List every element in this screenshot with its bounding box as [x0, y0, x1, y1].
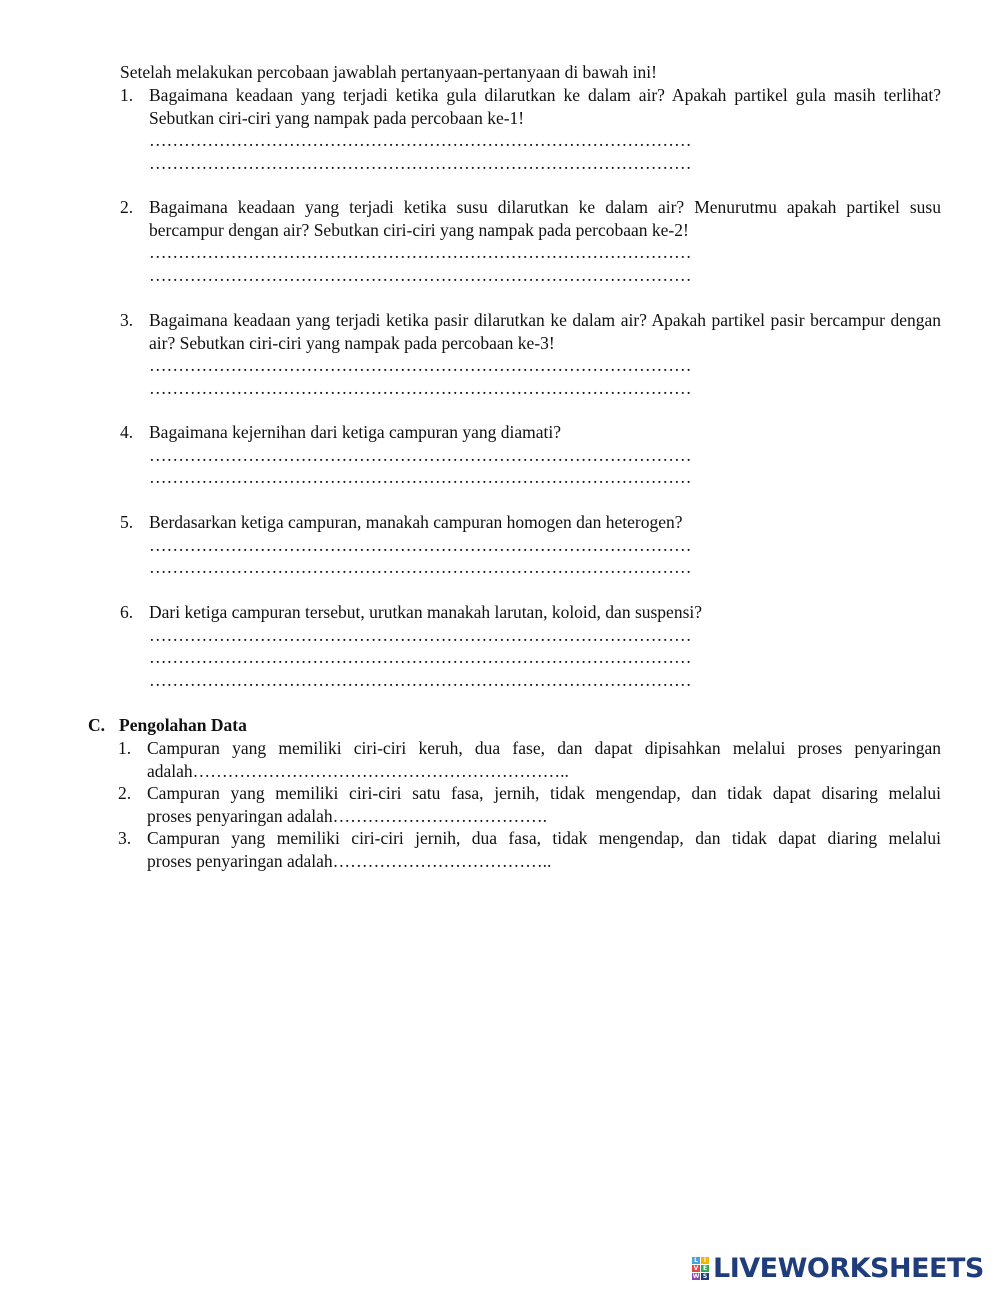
logo-mark-cell: V	[693, 1265, 699, 1272]
answer-line[interactable]: …………………………………………………………………………………	[149, 557, 692, 577]
item-number: 2.	[118, 783, 132, 803]
item-number: 1.	[118, 738, 132, 758]
item-text-line: Campuran yang memiliki ciri-ciri satu fasa, jernih, tidak mengendap, dan tidak dapat disaring melalui	[147, 783, 941, 803]
question-text: Bagaimana kejernihan dari ketiga campuran yang diamati?	[149, 422, 562, 442]
instruction-text: Setelah melakukan percobaan jawablah pertanyaan-pertanyaan di bawah ini!	[120, 62, 657, 82]
data-processing-item-1	[118, 737, 941, 782]
logo-mark-cell: W	[692, 1273, 700, 1280]
logo-mark-cell: S	[702, 1273, 708, 1280]
logo-mark-cell: E	[702, 1265, 708, 1272]
question-number: 6.	[120, 602, 134, 622]
answer-line[interactable]: …………………………………………………………………………………	[149, 355, 692, 375]
section-letter: C.	[88, 715, 106, 735]
question-text: Bagaimana keadaan yang terjadi ketika gula dilarutkan ke dalam air? Apakah partikel gula masih terlihat? Sebutkan ciri-ciri yang nampak pada percobaan ke-1!	[149, 85, 941, 128]
liveworksheets-logo	[692, 1254, 984, 1284]
question-text: Berdasarkan ketiga campuran, manakah campuran homogen dan heterogen?	[149, 512, 683, 532]
answer-line[interactable]: …………………………………………………………………………………	[149, 624, 692, 645]
question-4	[120, 421, 941, 489]
question-number: 2.	[120, 197, 134, 217]
answer-line[interactable]: …………………………………………………………………………………	[149, 647, 692, 667]
answer-line[interactable]: …………………………………………………………………………………	[149, 444, 692, 465]
question-number: 5.	[120, 512, 134, 532]
data-processing-item-2	[118, 782, 941, 827]
item-text-line: Campuran yang memiliki ciri-ciri keruh, dua fase, dan dapat dipisahkan melalui proses penyaringan	[147, 738, 941, 758]
question-number: 1.	[120, 85, 134, 105]
item-number: 3.	[118, 828, 132, 848]
answer-line[interactable]: …………………………………………………………………………………	[149, 130, 692, 150]
item-text-line: Campuran yang memiliki ciri-ciri jernih, dua fasa, tidak mengendap, dan tidak dapat diaring melalui	[147, 828, 941, 848]
question-1	[120, 84, 941, 174]
answer-line[interactable]: …………………………………………………………………………………	[149, 242, 692, 262]
answer-line[interactable]: …………………………………………………………………………………	[149, 152, 692, 173]
answer-line[interactable]: …………………………………………………………………………………	[149, 264, 692, 285]
answer-line[interactable]: …………………………………………………………………………………	[149, 534, 692, 555]
logo-text: LIVEWORKSHEETS	[713, 1252, 984, 1284]
section-heading	[88, 714, 247, 737]
answer-line[interactable]: …………………………………………………………………………………	[149, 669, 692, 690]
answer-line[interactable]: …………………………………………………………………………………	[149, 377, 692, 398]
question-3	[120, 309, 941, 399]
liveworksheets-logo-icon	[692, 1257, 710, 1281]
item-answer-line[interactable]: proses penyaringan adalah………………………………..	[147, 850, 552, 871]
question-text: Bagaimana keadaan yang terjadi ketika susu dilarutkan ke dalam air? Menurutmu apakah partikel susu bercampur dengan air? Sebutkan ciri-ciri yang nampak pada percobaan ke-2!	[149, 197, 941, 240]
question-number: 4.	[120, 422, 134, 442]
logo-mark-cell: L	[692, 1257, 700, 1264]
item-answer-line[interactable]: adalah………………………………………………………..	[147, 760, 569, 781]
logo-mark-cell: I	[701, 1257, 709, 1264]
question-6	[120, 601, 941, 691]
answer-line[interactable]: …………………………………………………………………………………	[149, 467, 692, 487]
question-2	[120, 196, 941, 286]
question-text: Dari ketiga campuran tersebut, urutkan manakah larutan, koloid, dan suspensi?	[149, 602, 703, 622]
item-answer-line[interactable]: proses penyaringan adalah……………………………….	[147, 805, 547, 826]
section-title: Pengolahan Data	[119, 715, 247, 735]
question-text: Bagaimana keadaan yang terjadi ketika pasir dilarutkan ke dalam air? Apakah partikel pasir bercampur dengan air? Sebutkan ciri-ciri yang nampak pada percobaan ke-3!	[149, 310, 941, 353]
data-processing-item-3	[118, 827, 941, 872]
question-number: 3.	[120, 310, 134, 330]
question-5	[120, 511, 941, 579]
